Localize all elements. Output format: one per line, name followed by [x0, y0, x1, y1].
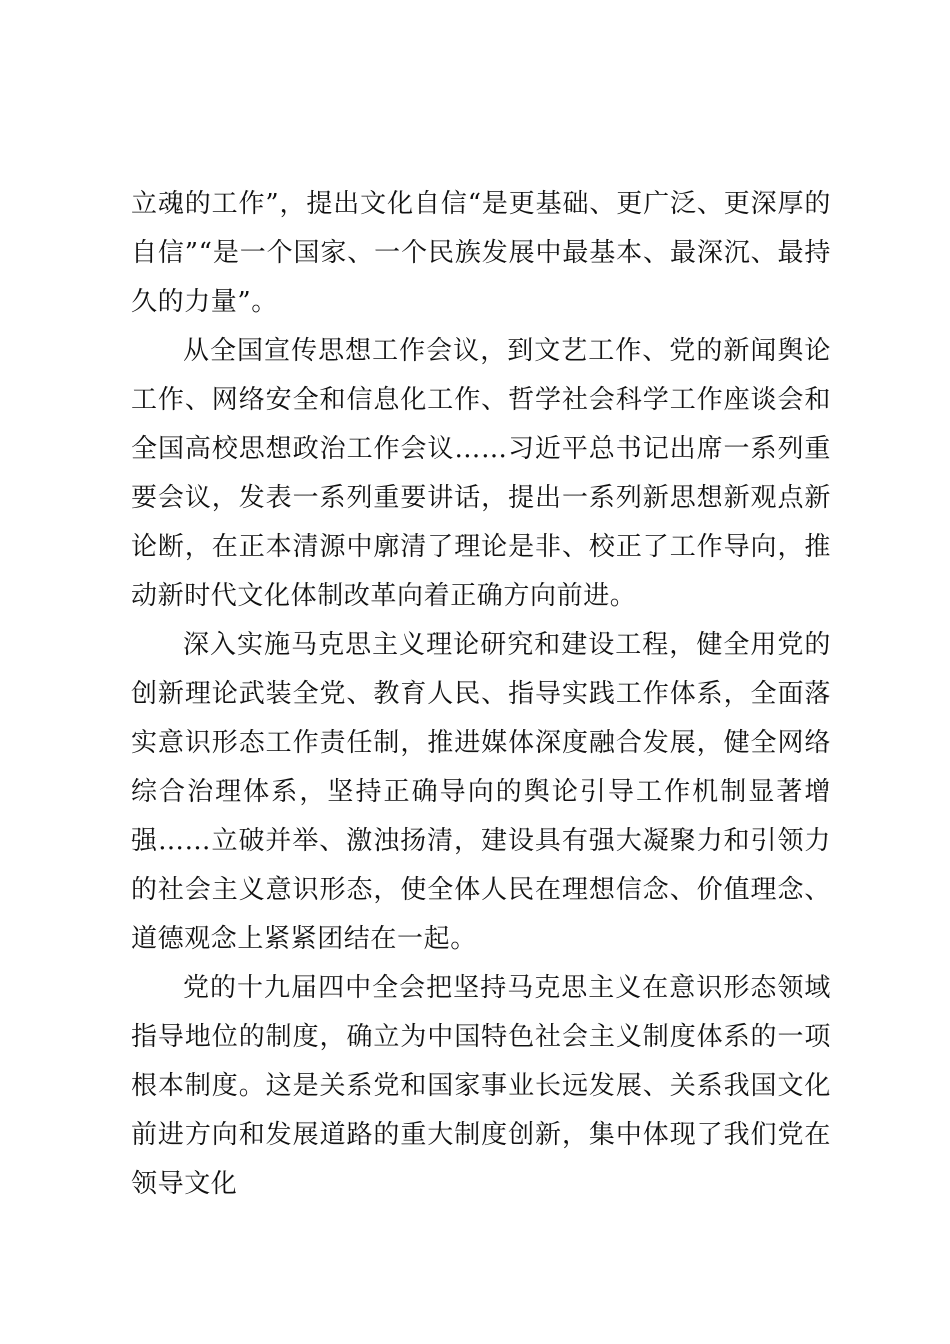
paragraph-continued: 立魂的工作”，提出文化自信“是更基础、更广泛、更深厚的自信”“是一个国家、一个民族发展中最基本、最深沉、最持久的力量”。 [131, 189, 831, 317]
document-body [131, 180, 831, 1209]
paragraph-conferences: 从全国宣传思想工作会议，到文艺工作、党的新闻舆论工作、网络安全和信息化工作、哲学社会科学工作座谈会和全国高校思想政治工作会议……习近平总书记出席一系列重要会议，发表一系列重要讲话，提出一系列新思想新观点新论断，在正本清源中廓清了理论是非、校正了工作导向，推动新时代文化体制改革向着正确方向前进。 [131, 336, 831, 611]
paragraph-ideology-work: 深入实施马克思主义理论研究和建设工程，健全用党的创新理论武装全党、教育人民、指导实践工作体系，全面落实意识形态工作责任制，推进媒体深度融合发展，健全网络综合治理体系，坚持正确导向的舆论引导工作机制显著增强……立破并举、激浊扬清，建设具有强大凝聚力和引领力的社会主义意识形态，使全体人民在理想信念、价值理念、道德观念上紧紧团结在一起。 [131, 630, 831, 954]
paragraph-fourth-plenum: 党的十九届四中全会把坚持马克思主义在意识形态领域指导地位的制度，确立为中国特色社会主义制度体系的一项根本制度。这是关系党和国家事业长远发展、关系我国文化前进方向和发展道路的重大制度创新，集中体现了我们党在领导文化 [131, 973, 831, 1199]
